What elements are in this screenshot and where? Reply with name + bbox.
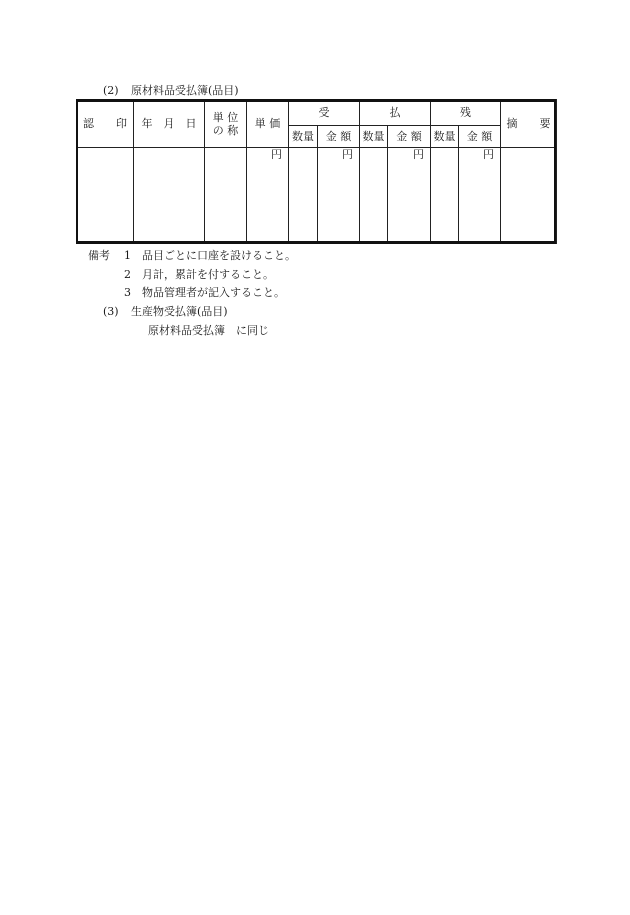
note-1-number: 1: [124, 249, 131, 262]
table-top-border: [76, 99, 556, 102]
raw-materials-ledger-table: [76, 99, 557, 244]
cell-pay-amount-yen: 円: [388, 148, 431, 244]
header-balance: 残: [431, 100, 501, 126]
subheader-pay-qty: 数量: [360, 126, 388, 148]
header-receive: 受: [289, 100, 360, 126]
header-approval: 認 印: [77, 100, 134, 148]
section-3-number: (3): [103, 305, 119, 318]
subheader-balance-qty: 数量: [431, 126, 459, 148]
table-left-border: [76, 99, 78, 244]
header-summary: 摘 要: [501, 100, 557, 148]
table-bottom-border: [76, 241, 556, 244]
cell-unit-price-yen: 円: [247, 148, 289, 244]
header-date: 年 月 日: [134, 100, 205, 148]
cell-unit-name: [205, 148, 247, 244]
subheader-receive-qty: 数量: [289, 126, 318, 148]
cell-receive-qty: [289, 148, 318, 244]
cell-summary: [501, 148, 557, 244]
section-2-number: (2): [103, 84, 119, 97]
note-3-text: 物品管理者が記入すること。: [142, 286, 285, 299]
section-2-title: 原材料品受払簿(品目): [131, 84, 239, 97]
note-1-text: 品目ごとに口座を設けること。: [142, 249, 296, 262]
header-pay: 払: [360, 100, 431, 126]
section-3-title: 生産物受払簿(品目): [131, 305, 228, 318]
header-unit-name-line2: の 称: [212, 123, 239, 137]
cell-balance-amount-yen: 円: [459, 148, 501, 244]
notes-label: 備考: [88, 249, 110, 262]
cell-approval: [77, 148, 134, 244]
cell-receive-amount-yen: 円: [318, 148, 360, 244]
note-3-number: 3: [124, 286, 131, 299]
header-unit-name: [205, 100, 247, 148]
note-2-number: 2: [124, 268, 131, 281]
subheader-balance-amount: 金 額: [459, 126, 501, 148]
subheader-pay-amount: 金 額: [388, 126, 431, 148]
header-unit-price: 単 価: [247, 100, 289, 148]
cell-pay-qty: [360, 148, 388, 244]
table-right-border: [554, 99, 556, 244]
section-3-note: 原材料品受払簿 に同じ: [148, 324, 269, 337]
header-unit-name-line1: 単 位: [212, 110, 239, 124]
cell-balance-qty: [431, 148, 459, 244]
cell-date: [134, 148, 205, 244]
note-2-text: 月計，累計を付すること。: [142, 268, 274, 281]
subheader-receive-amount: 金 額: [318, 126, 360, 148]
